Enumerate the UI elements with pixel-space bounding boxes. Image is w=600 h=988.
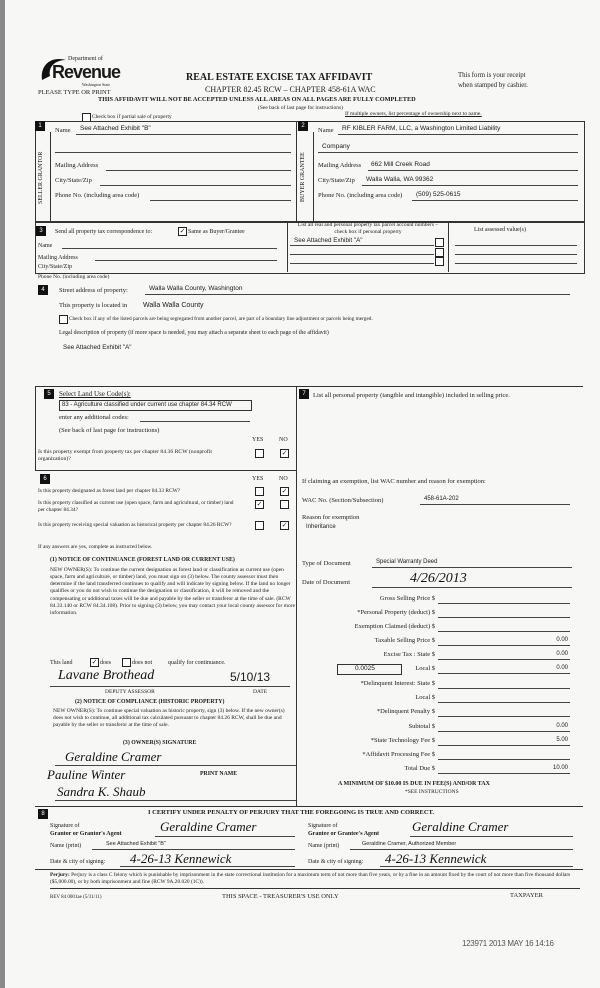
additional-codes-field[interactable] [140,421,250,422]
buyer-name-2[interactable]: Company [322,143,350,150]
owner-signature-label: (3) OWNER(S) SIGNATURE [123,740,197,746]
grantee-date-label: Date & city of signing: [308,859,364,865]
tax-row-value: 0.00 [556,723,568,729]
date-label: DATE [253,689,268,695]
seller-mailing-field[interactable] [106,170,291,171]
receipt-2: when stamped by cashier. [458,82,528,89]
divider [296,121,297,221]
buyer-city[interactable]: Walla Walla, WA 99362 [366,176,434,183]
tax-row-value: 10.00 [552,765,568,771]
certification-statement: I CERTIFY UNDER PENALTY OF PERJURY THAT THE FOREGOING IS TRUE AND CORRECT. [148,809,435,816]
reason-label: Reason for exemption [302,514,360,521]
section-7-badge: 7 [299,389,309,399]
divider [296,386,297,806]
treasurer-use-label: THIS SPACE - TREASURER'S USE ONLY [222,893,339,900]
logo-dept: Department of [68,56,103,62]
buyer-mailing[interactable]: 662 Mill Creek Road [371,161,430,168]
grantee-name-label: Name (print) [308,843,340,849]
please-type: PLEASE TYPE OR PRINT [38,89,111,96]
if-yes-note: If any answers are yes, complete as instructed below. [38,544,153,550]
form-title: REAL ESTATE EXCISE TAX AFFIDAVIT [186,72,373,83]
seller-city-label: City/State/Zip [55,177,92,184]
buyer-phone-label: Phone No. (including area code) [318,192,403,199]
cashier-stamp: 123971 2013 MAY 16 14:16 [462,939,554,948]
grantor-signature[interactable]: Geraldine Cramer [160,819,257,834]
grantor-signature-label: Signature of [50,823,80,829]
section-4-badge: 4 [38,285,48,295]
tax-row-field[interactable] [438,631,570,632]
located-county[interactable]: Walla Walla County [143,302,204,309]
divider [287,221,288,272]
seller-mailing-label: Mailing Address [55,162,99,169]
does-not-label: does not [132,660,153,666]
notice-continuance-title: (1) NOTICE OF CONTINUANCE (FOREST LAND OR CURRENT USE) [50,557,235,563]
street-address-label: Street address of property: [59,287,128,294]
assessed-header: List assessed value(s) [474,227,526,233]
tax-row-label: *Delinquent Interest: State $ [360,680,435,687]
field-line [420,504,570,505]
seller-phone-field[interactable] [150,200,291,201]
grantor-date-label: Date & city of signing: [50,859,106,865]
notice-continuance-text: NEW OWNER(S): To continue the current designation as forest land or classification as current use (open space, farm and agriculture, or timber) land, you must sign on (3) below. The county assessor must then determine if the land transferred continues to qualify and will indicate by signing below. If the land no longer qualifies or you do not wish to continue the designation or classification, it will be removed and the compensating or additional taxes will be due and payable by the seller or transferor at the time of sale. (RCW 84.33.140 or RCW 84.34.108). Prior to signing (3) below, you may contact your local county assessor for more information. [50,567,296,616]
corr-mailing-label: Mailing Address [38,255,78,261]
field-line [380,866,573,867]
corr-name-label: Name [38,243,53,249]
notice-compliance-text: NEW OWNER(S): To continue special valuation as historic property, sign (3) below. If the new owner(s) does not wish to continue, all additional tax calculated pursuant to chapter 84.26 RCW, shall be due and payable by the seller or transferor at the time of sale. [53,708,285,729]
does-label: does [100,660,111,666]
divider [35,386,36,470]
same-as-buyer-checkbox[interactable]: ✓ [179,227,186,235]
section-8-badge: 8 [38,809,48,819]
field-line [55,800,296,801]
legal-description[interactable]: See Attached Exhibit "A" [63,344,132,351]
tax-row-label: Subtotal $ [408,723,435,730]
scan-edge [0,0,5,988]
tax-row-value: 0.00 [556,651,568,657]
document-date[interactable]: 4/26/2013 [410,571,467,586]
tax-row-field[interactable] [438,688,570,689]
exemption-reason[interactable]: Inheritance [306,524,336,530]
owner-signature: Pauline Winter [47,767,126,782]
section-2-badge: 2 [298,121,308,131]
historical-question: Is this property receiving special valuation as historical property per chapter 84.26 RCW? [38,522,232,528]
corr-name-field[interactable] [62,248,277,249]
seller-city-field[interactable] [100,185,291,186]
section-5-badge: 5 [44,389,54,399]
assessed-field[interactable] [455,263,577,264]
tax-row-field[interactable] [438,745,570,746]
divider [50,132,51,221]
tax-row-field[interactable] [438,773,570,774]
exemption-label: If claiming an exemption, list WAC number and reason for exemption: [302,478,486,485]
land-use-select[interactable] [59,400,252,411]
see-instructions: *SEE INSTRUCTIONS [405,789,459,795]
yes-header: YES [252,437,264,443]
parcel-number[interactable]: See Attached Exhibit "A" [294,237,363,244]
tax-row-field[interactable] [438,716,570,717]
divider [35,470,296,471]
yes-header: YES [252,476,264,482]
corr-city-label: City/State/Zip [38,264,72,270]
no-header: NO [279,476,288,482]
tax-row-field[interactable] [438,659,570,660]
buyer-name-label: Name [318,127,334,134]
divider [35,386,583,387]
document-type-label: Type of Document [302,560,351,567]
parties-box [35,121,585,223]
this-land-label: This land [50,660,73,666]
tax-row-label: Exemption Claimed (deduct) $ [354,623,435,630]
tax-row-label: Total Due $ [404,765,435,772]
divider [35,806,583,807]
minimum-due-note: A MINIMUM OF $10.00 IS DUE IN FEE(S) AND/OR TAX [338,781,490,787]
field-line [76,134,291,135]
grantee-name[interactable]: Geraldine Cramer, Authorized Member [362,841,457,847]
print-name-label: PRINT NAME [200,771,238,777]
tax-row-label: *Personal Property (deduct) $ [357,609,435,616]
no-header: NO [279,437,288,443]
deputy-assessor-label: DEPUTY ASSESSOR [105,689,155,695]
additional-codes-label: enter any additional codes: [59,414,129,421]
form-subtitle: CHAPTER 82.45 RCW – CHAPTER 458-61A WAC [205,85,376,94]
tax-row-label: Local $ [415,694,435,701]
grantor-signature-label-2: Grantor or Grantor's Agent [50,831,122,837]
assessor-date: 5/10/13 [230,670,271,684]
legal-description-label: Legal description of property (if more space is needed, you may attach a separate sheet to each page of the affidavit) [59,330,329,336]
buyer-city-label: City/State/Zip [318,177,355,184]
exempt-yes-checkbox[interactable] [255,449,264,458]
field-line [290,245,434,246]
exempt-no-checkbox[interactable]: ✓ [281,449,288,457]
field-line [350,849,573,850]
section-1-badge: 1 [35,121,45,131]
grantee-signature[interactable]: Geraldine Cramer [412,819,509,834]
forest-no-checkbox[interactable]: ✓ [281,487,288,495]
buyer-phone[interactable]: (509) 525-0615 [416,191,461,198]
grantee-signature-label: Signature of [308,823,338,829]
notice-compliance-title: (2) NOTICE OF COMPLIANCE (HISTORIC PROPERTY) [75,699,225,705]
assessed-field[interactable] [455,254,577,255]
perjury-text: Perjury is a class C felony which is punishable by imprisonment in the state correctional institution for a maximum term of not more than five years, or by a fine in an amount fixed by the court of not more than five thousand dollars ($5,000.00), or by both imprisonment and fine (RCW 9A.20.020 (1C)). [50,872,571,886]
current-use-no-checkbox[interactable] [280,500,289,509]
tax-row-label: Local $ [415,665,435,672]
does-not-qualify-checkbox[interactable] [122,658,131,667]
field-line [55,765,296,766]
buyer-mailing-label: Mailing Address [318,162,362,169]
perjury-notice [50,872,580,887]
tax-row-label: *State Technology Fee $ [370,737,435,744]
field-line [412,200,578,201]
tax-row-label: Gross Selling Price $ [379,595,435,602]
field-line [362,185,578,186]
tax-row-value: 0.00 [556,637,568,643]
field-line [55,152,291,153]
tax-row-label: *Delinquent Penalty $ [376,708,435,715]
wac-label: WAC No. (Section/Subsection) [302,497,384,504]
field-line [290,263,434,264]
grantee-signature-label-2: Grantee or Grantee's Agent [308,831,380,837]
personal-property-checkbox[interactable] [435,257,444,266]
field-line [50,686,290,687]
tax-row-label: Excise Tax : State $ [383,651,435,658]
tax-row-label: Taxable Selling Price $ [374,637,435,644]
perjury-label: Perjury: [50,872,70,878]
field-line [290,254,434,255]
seller-name-label: Name [55,127,71,134]
personal-property-checkbox[interactable] [435,248,444,257]
logo-name: Revenue [52,62,121,82]
historical-yes-checkbox[interactable] [255,521,264,530]
field-line [338,134,578,135]
buyer-name[interactable]: RF KIBLER FARM, LLC, a Washington Limited Liability [342,125,501,132]
divider [50,888,580,889]
form-revision: REV 84 0001ae (5/31/11) [50,895,102,900]
personal-property-label: List all personal property (tangible and intangible) included in selling price. [313,392,510,399]
tax-row-field[interactable] [438,759,570,760]
street-address[interactable]: Walla Walla County, Washington [149,285,243,292]
land-use-code: 83 - Agriculture classified under current use chapter 84.34 RCW [62,402,232,408]
forest-land-question: Is this property designated as forest land per chapter 84.33 RCW? [38,488,181,494]
corr-phone-label: Phone No. (including area code) [38,274,110,280]
send-correspondence-label: Send all property tax correspondence to: [55,229,153,235]
local-rate: 0.0025 [355,665,375,672]
tax-row-value: 5.00 [556,737,568,743]
same-as-buyer-label: Same as Buyer/Grantee [188,229,245,235]
section-3-badge: 3 [36,226,46,236]
grantor-date-city[interactable]: 4-26-13 Kennewick [130,851,232,866]
copy-label: TAXPAYER [510,892,543,899]
does-qualify-checkbox[interactable]: ✓ [91,658,98,666]
grantee-date-city[interactable]: 4-26-13 Kennewick [385,851,487,866]
partial-sale-label: Check box if partial sale of property [92,114,172,120]
current-use-question: Is this property classified as current use (open space, farm and agricultural, or timber) land per chapter 84.34? [38,500,234,514]
exempt-question: Is this property exempt from property tax per chapter 84.36 RCW (nonprofit organization)? [38,449,212,463]
owner-signature: Sandra K. Shaub [57,784,146,799]
historical-no-checkbox[interactable]: ✓ [281,521,288,529]
warning: THIS AFFIDAVIT WILL NOT BE ACCEPTED UNLESS ALL AREAS ON ALL PAGES ARE FULLY COMPLETED [98,96,416,103]
tax-row-value: 0.00 [556,665,568,671]
divider [35,869,583,870]
located-label: This property is located in [59,302,128,309]
seller-side-label: SELLER GRANTOR [38,151,44,204]
field-line [145,294,570,295]
segregated-checkbox[interactable] [59,315,68,324]
forest-yes-checkbox[interactable] [255,487,264,496]
tax-row-field[interactable] [438,645,570,646]
field-line [410,836,573,837]
assessed-field[interactable] [455,245,577,246]
qualify-label: qualify for continuance. [168,660,226,666]
tax-row-field[interactable] [438,603,570,604]
owner-signature: Geraldine Cramer [65,749,162,764]
seller-phone-label: Phone No. (including area code) [55,192,140,199]
tax-row-label: *Affidavit Processing Fee $ [362,751,435,758]
logo-state: Washington State [82,82,111,87]
field-line [368,170,578,171]
document-type[interactable]: Special Warranty Deed [376,559,438,565]
buyer-side-label: BUYER GRANTEE [300,152,306,203]
field-line [120,866,295,867]
divider [448,221,449,272]
grantor-name[interactable]: See Attached Exhibit "B" [106,841,166,847]
section-6-badge: 6 [40,474,50,484]
tax-row-field[interactable] [438,731,570,732]
tax-row-field[interactable] [438,673,570,674]
divider [313,132,314,221]
land-use-label: Select Land Use Code(s): [59,390,131,398]
current-use-yes-checkbox[interactable]: ✓ [256,500,263,508]
field-line [92,849,295,850]
multiple-owners-note: If multiple owners, list percentage of ownership next to name. [345,111,482,117]
parcel-header: List all real and personal property tax parcel account numbers – check box if personal property [297,222,439,235]
document-date-label: Date of Document [302,579,351,586]
tax-row-field[interactable] [438,702,570,703]
local-rate-field[interactable] [337,664,402,675]
grantor-name-label: Name (print) [50,843,82,849]
wac-number[interactable]: 458-61A-202 [424,496,459,502]
field-line [372,587,572,588]
field-line [372,567,572,568]
land-use-instructions: (See back of last page for instructions) [59,427,160,434]
tax-row-field[interactable] [438,617,570,618]
receipt-1: This form is your receipt [458,72,526,79]
segregated-label: Check box if any of the listed parcels are being segregated from another parcel, are part of a boundary line adjustment or parcels being merged. [69,316,373,322]
see-back: (See back of last page for instructions) [258,105,343,111]
personal-property-checkbox[interactable] [435,238,444,247]
assessor-signature: Lavane Brothead [58,668,155,683]
corr-mailing-field[interactable] [95,260,277,261]
field-line [155,836,295,837]
field-line [318,152,578,153]
seller-name[interactable]: See Attached Exhibit "B" [80,125,151,132]
